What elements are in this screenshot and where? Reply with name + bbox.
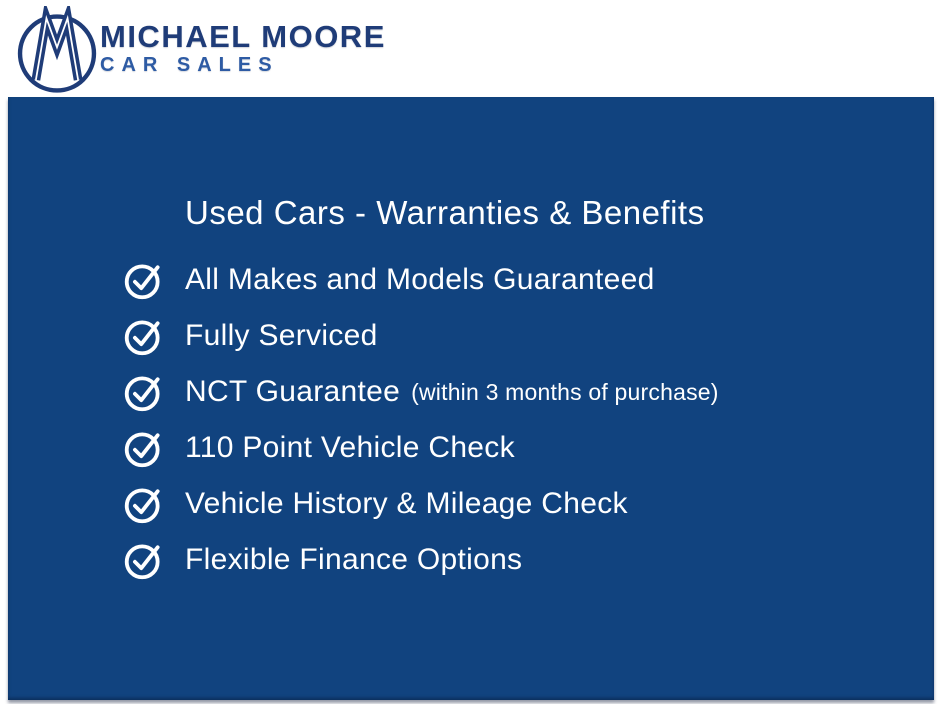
benefit-row-nct-guarantee bbox=[124, 364, 719, 420]
brand-name: MICHAEL MOORE bbox=[100, 19, 386, 54]
benefit-row-all-makes bbox=[124, 252, 719, 308]
benefit-note: (within 3 months of purchase) bbox=[411, 378, 719, 405]
check-circle-icon bbox=[124, 428, 164, 468]
brand-subname: CAR SALES bbox=[100, 54, 279, 76]
benefit-row-fully-serviced bbox=[124, 308, 719, 364]
panel-title: Used Cars - Warranties & Benefits bbox=[185, 194, 705, 231]
check-circle-icon bbox=[124, 540, 164, 580]
check-circle-icon bbox=[124, 260, 164, 300]
benefit-label: NCT Guarantee bbox=[185, 375, 401, 408]
benefit-label: Flexible Finance Options bbox=[185, 543, 523, 576]
benefit-label: Vehicle History & Mileage Check bbox=[185, 487, 628, 520]
brand-text bbox=[100, 21, 386, 75]
benefit-label: All Makes and Models Guaranteed bbox=[185, 263, 655, 296]
michael-moore-logo-icon bbox=[13, 6, 101, 94]
benefits-content bbox=[124, 192, 719, 588]
benefit-row-history-mileage bbox=[124, 476, 719, 532]
check-circle-icon bbox=[124, 316, 164, 356]
check-circle-icon bbox=[124, 372, 164, 412]
benefits-panel bbox=[8, 97, 934, 700]
check-circle-icon bbox=[124, 484, 164, 524]
benefit-row-flexible-finance bbox=[124, 532, 719, 588]
header bbox=[0, 0, 938, 97]
benefit-label: Fully Serviced bbox=[185, 319, 378, 352]
benefit-row-110-point-check bbox=[124, 420, 719, 476]
benefit-label: 110 Point Vehicle Check bbox=[185, 431, 515, 464]
